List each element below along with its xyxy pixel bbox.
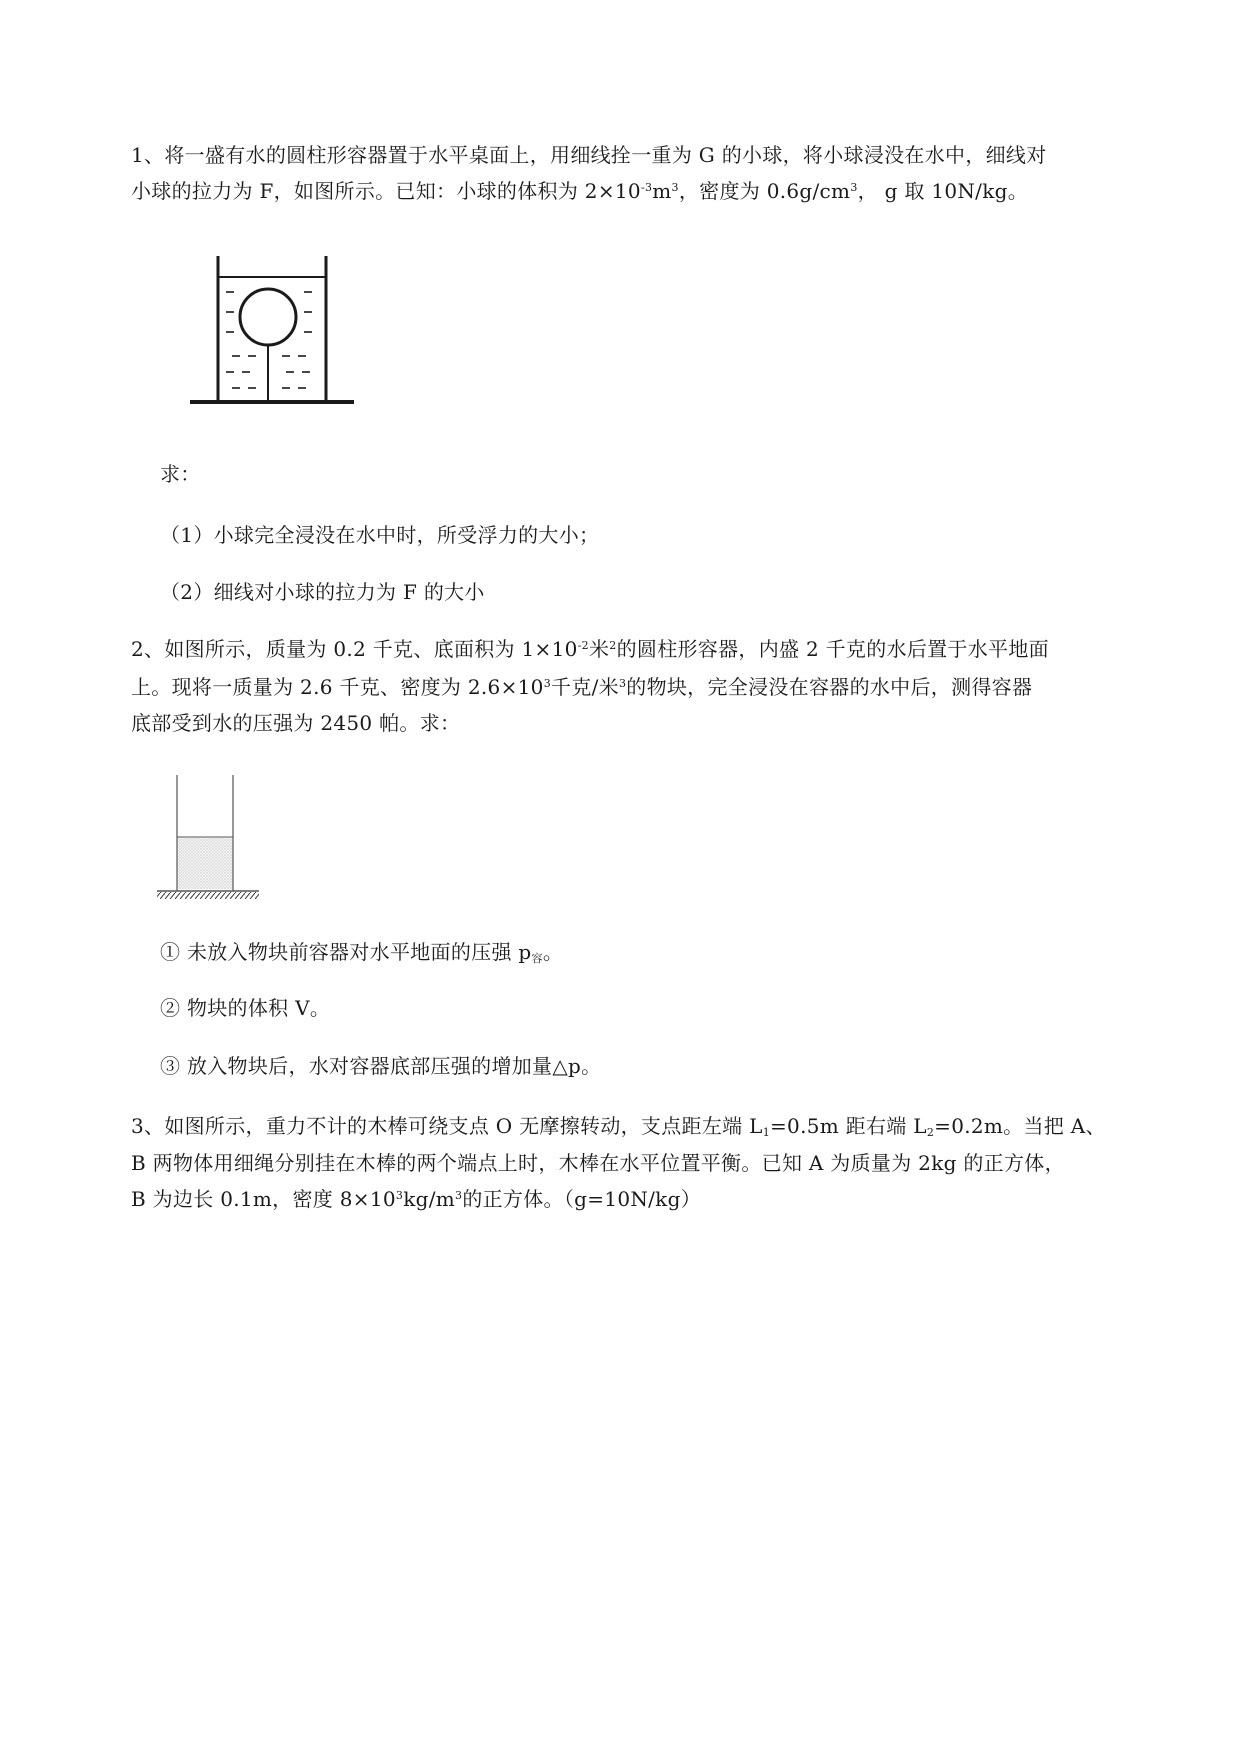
container-figure: [155, 773, 261, 905]
q1-sub2: （2）细线对小球的拉力为 F 的大小: [160, 580, 485, 604]
q3-line3: B 为边长 0.1m，密度 $8\times 10^3kg/m^3$的正方体。（g=10N/kg）: [131, 1187, 701, 1211]
q2-sub1: ① 未放入物块前容器对水平地面的压强 $p_容$。: [160, 940, 564, 965]
q2-line2: 上。现将一质量为 2.6 千克、密度为 $2.6\times 10^3$千克/米$^3$的物块，完全浸没在容器的水中后，测得容器: [131, 675, 1033, 699]
q3-line2: B 两物体用细绳分别挂在木棒的两个端点上时，木棒在水平位置平衡。已知 A 为质量为 2kg 的正方体，: [131, 1151, 1065, 1175]
q1-line2: 小球的拉力为 F，如图所示。已知：小球的体积为 $2\times 10^{-3}m^3$，密度为 $0.6g/cm^3$， g 取 10N/kg。: [131, 179, 1029, 203]
q1-sub1: （1）小球完全浸没在水中时，所受浮力的大小；: [160, 523, 600, 547]
q1-ask: 求：: [160, 462, 201, 486]
ball-in-water-figure: [188, 254, 358, 406]
q2-sub2: ② 物块的体积 V。: [160, 996, 331, 1020]
q1-line1: 1、将一盛有水的圆柱形容器置于水平桌面上，用细线拴一重为 G 的小球，将小球浸没在水中，细线对: [131, 143, 1047, 167]
q2-line1: 2、如图所示，质量为 0.2 千克、底面积为 $1\times 10^{-2}$米$^2$的圆柱形容器，内盛 2 千克的水后置于水平地面: [131, 637, 1049, 661]
q2-line3: 底部受到水的压强为 2450 帕。求：: [131, 711, 461, 735]
q2-sub3: ③ 放入物块后，水对容器底部压强的增加量△p。: [160, 1054, 602, 1078]
q3-line1: 3、如图所示，重力不计的木棒可绕支点 O 无摩擦转动，支点距左端 $L_1=0.5m$ 距右端 $L_2=0.2m$。当把 A、: [131, 1114, 1106, 1139]
